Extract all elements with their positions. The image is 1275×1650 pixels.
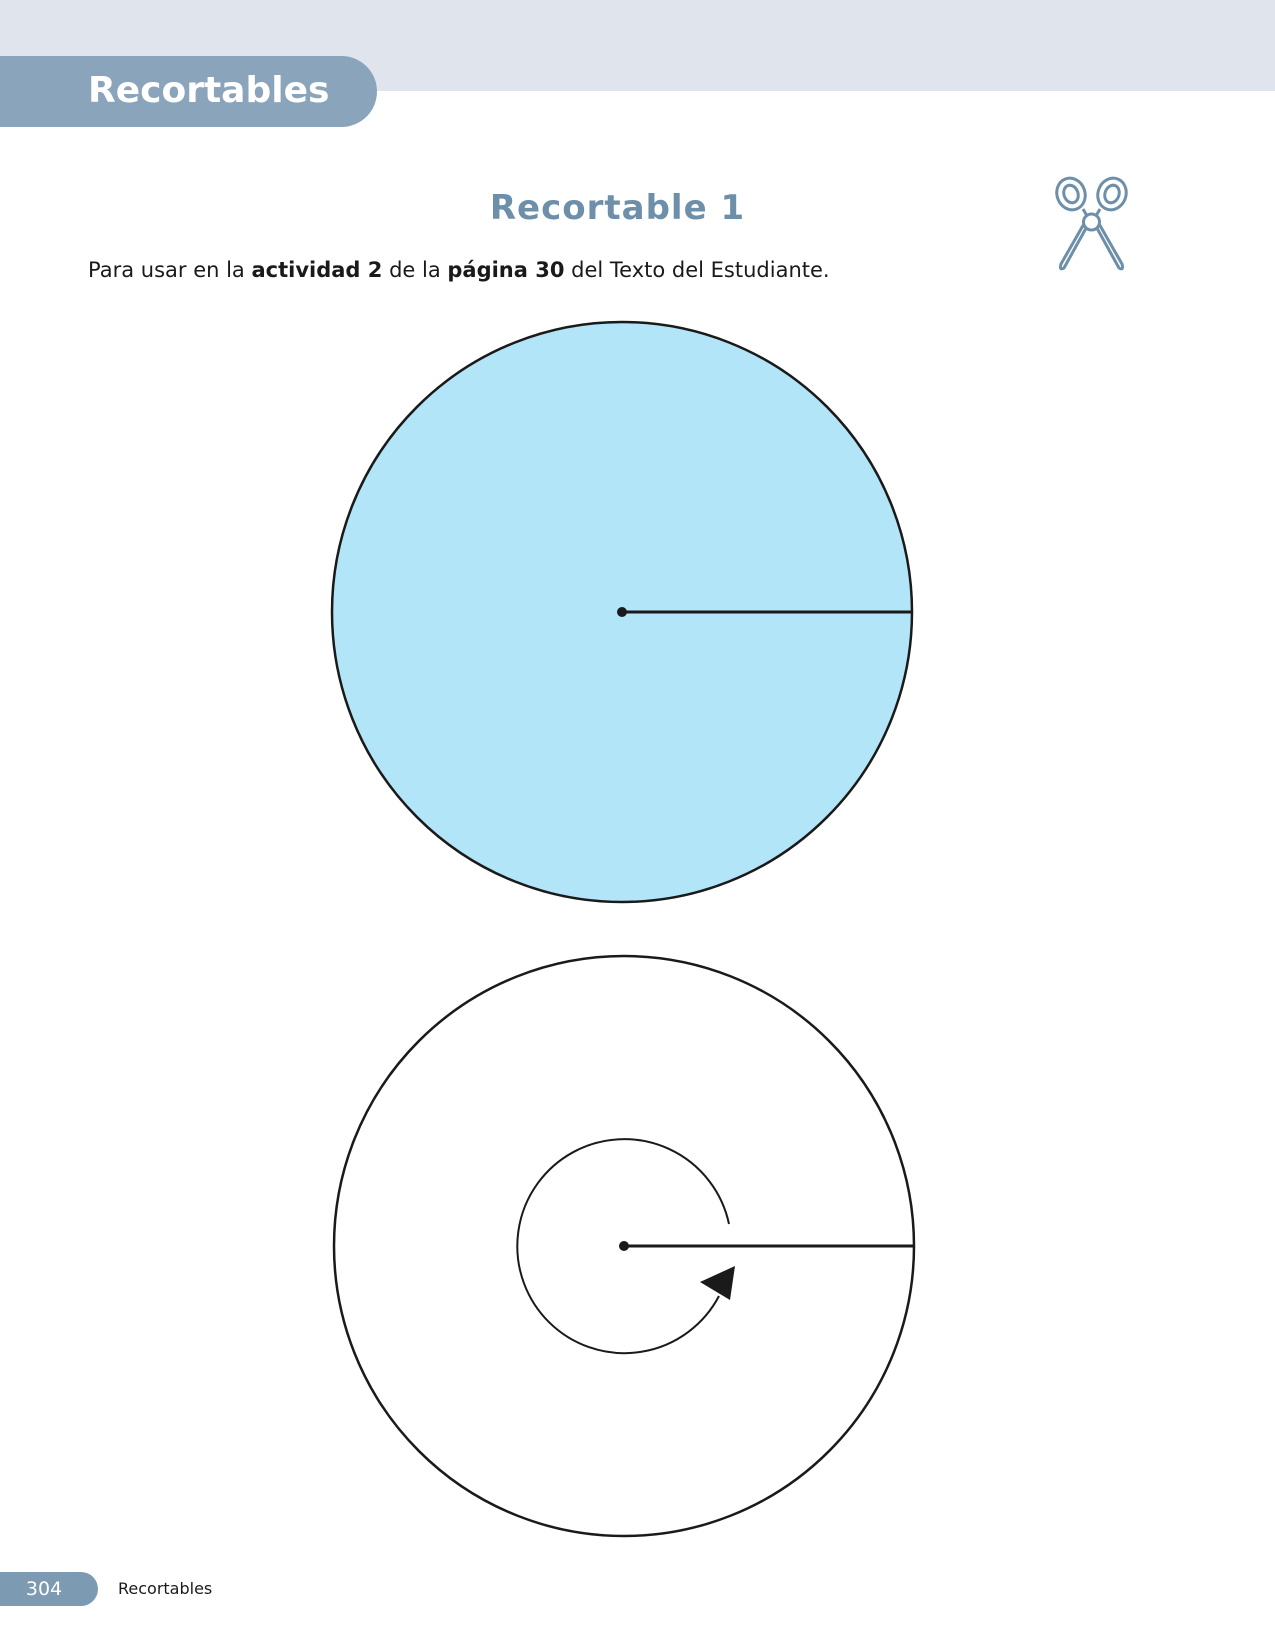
- recortable-title: Recortable 1: [489, 188, 746, 228]
- section-title: Recortables: [88, 70, 330, 111]
- page-reference: página 30: [447, 258, 565, 282]
- activity-reference: actividad 2: [251, 258, 383, 282]
- page-number: 304: [25, 1578, 63, 1600]
- bottom-disc-center-dot: [619, 1241, 629, 1251]
- top-disc-center-dot: [617, 607, 627, 617]
- instructions-suffix: del Texto del Estudiante.: [564, 258, 830, 282]
- footer-section-label: Recortables: [118, 1579, 213, 1598]
- instructions-middle: de la: [382, 258, 448, 282]
- instructions-prefix: Para usar en la: [88, 258, 252, 282]
